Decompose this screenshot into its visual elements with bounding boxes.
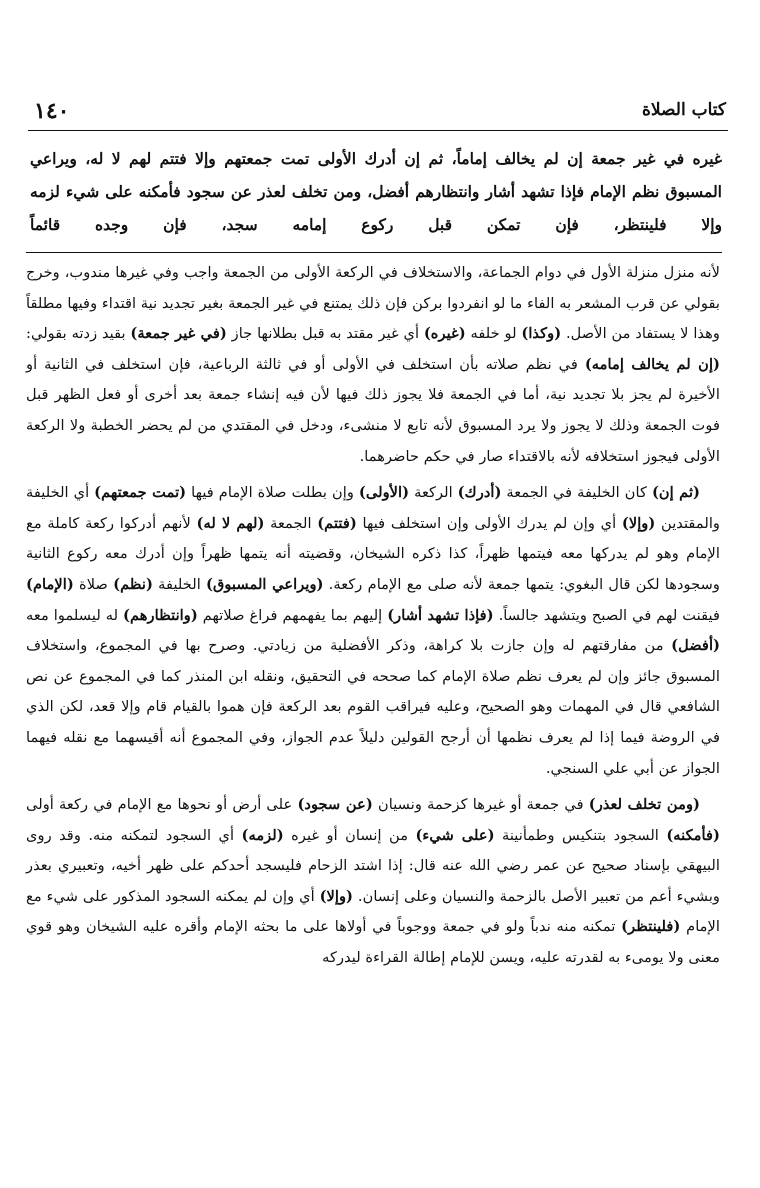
running-title: كتاب الصلاة: [641, 100, 726, 120]
commentary-text: أي وإن لم يمكنه السجود المذكور على شيء مع الإمام: [26, 887, 721, 936]
quoted-matn-phrase: (إن لم يخالف إمامه): [584, 355, 720, 373]
quoted-matn-phrase: (ويراعي المسبوق): [206, 575, 324, 593]
text-commentary-divider: [26, 252, 722, 253]
commentary-text: من إنسان أو غيره: [283, 826, 416, 844]
quoted-matn-phrase: (غيره): [423, 325, 466, 343]
quoted-matn-phrase: (وكذا): [521, 325, 562, 343]
commentary-text: لو خلفه: [465, 325, 522, 343]
quoted-matn-phrase: (وانتظارهم): [123, 606, 198, 624]
commentary-text: الخليفة: [152, 575, 206, 593]
commentary-text: أي غير مقتد به قبل بطلانها جاز: [226, 325, 424, 343]
quoted-matn-phrase: (أدرك): [457, 484, 502, 502]
page-header: [28, 96, 728, 131]
quoted-matn-phrase: (على شيء): [415, 826, 495, 844]
quoted-matn-phrase: (عن سجود): [297, 796, 373, 814]
quoted-matn-phrase: (فلينتظر): [621, 918, 681, 936]
commentary-text: وإن بطلت صلاة الإمام فيها: [186, 484, 359, 502]
quoted-matn-phrase: (الإمام): [26, 575, 74, 593]
commentary-text: الركعة: [409, 484, 458, 502]
quoted-matn-phrase: (نظم): [113, 575, 153, 593]
quoted-matn-phrase: (الأولى): [358, 484, 410, 502]
quoted-matn-phrase: (فإذا تشهد أشار): [387, 606, 494, 624]
quoted-matn-phrase: (ثم إن): [651, 484, 700, 502]
commentary-text: فيقنت لهم في الصبح ويتشهد جالساً.: [493, 606, 720, 624]
commentary-text: في نظم صلاته بأن استخلف في الأولى أو في ثالثة الرباعية، فإن استخلف في الثانية أو الأخيرة لم يجز بلا تجديد نية، أما في الجمعة فلا يجوز ذلك فيها لأن فيه إنشاء جمعة بعد أخرى أو فعل الظهر قبل فوت الجمعة وذلك لا يجوز ولا يرد المسبوق لأنه تابع لا منشىء، ودخل في المقتدي من لم يحضر الخطبة ولا الركعة الأولى فيجوز استخلافه لأنه بالاقتداء صار في حكم حاضرهما.: [26, 355, 720, 465]
quoted-matn-phrase: (في غير جمعة): [130, 325, 227, 343]
commentary-paragraph-3: [26, 790, 720, 974]
quoted-matn-phrase: (تمت جمعتهم): [94, 484, 187, 502]
quoted-matn-phrase: (أفضل): [671, 637, 720, 655]
quoted-matn-phrase: (لزمه): [241, 826, 284, 844]
commentary-paragraph-1: [26, 258, 720, 472]
commentary-text: أي الخليفة والمقتدين: [26, 484, 720, 532]
commentary-text: صلاة: [73, 575, 114, 593]
commentary-text: أي وإن لم يدرك الأولى وإن استخلف فيها: [356, 514, 622, 532]
quoted-matn-phrase: (فأمكنه): [666, 826, 720, 844]
page-number: ١٤٠: [34, 98, 70, 124]
commentary-text: تمكنه منه ندباً ولو في جمعة ووجوباً في أولاها على ما بحثه الإمام وأقره عليه الشيخان وهو قوي معنى ولا يومىء به لقدرته عليه، ويسن للإمام إطالة القراءة ليدركه: [26, 918, 720, 967]
quoted-matn-phrase: (لهم لا له): [196, 514, 265, 532]
commentary-text: إليهم بما يفهمهم فراغ صلاتهم: [197, 606, 388, 624]
commentary-text: كان الخليفة في الجمعة: [501, 484, 652, 502]
quoted-matn-phrase: (وإلا): [621, 514, 656, 532]
commentary-text: الجمعة: [264, 514, 318, 532]
commentary-text: أي السجود لتمكنه منه. وقد روى البيهقي بإسناد صحيح عن عمر رضي الله عنه قال: إذا اشتد الزحام فليسجد أحدكم على ظهر أخيه، وتعبيري بعذر وبشيء أعم من تعبير الأصل بالزحمة والنسيان وعلى إنسان.: [26, 826, 720, 905]
commentary-text: له ليسلموا معه: [26, 606, 124, 624]
commentary-text: لأنه منزل منزلة الأول في دوام الجماعة، والاستخلاف في الركعة الأولى من الجمعة واجب وفي غيرها مندوب، وخرج بقولي عن قرب المشعر به الفاء ما لو انفردوا بركن فإن ذلك يمتنع في غير الجمعة بغير تجديد نية اقتداء وفيها مطلقاً وهذا لا يستفاد من الأصل.: [26, 264, 720, 343]
main-text: غيره في غير جمعة إن لم يخالف إماماً، ثم إن أدرك الأولى تمت جمعتهم وإلا فتتم لهم لا له، ويراعي المسبوق نظم الإمام فإذا تشهد أشار وانتظارهم أفضل، ومن تخلف لعذر عن سجود فأمكنه على شيء لزمه وإلا فلينتظر، فإن تمكن قبل ركوع إمامه سجد، فإن وجده قائماً: [30, 149, 722, 234]
quoted-matn-phrase: (فتتم): [317, 514, 357, 532]
commentary-block: [26, 258, 720, 974]
commentary-text: السجود بتنكيس وطمأنينة: [494, 826, 667, 844]
commentary-text: من مفارقتهم له وإن جازت بلا كراهة، وذكر الأفضلية من زيادتي. وصرح بها في المجموع، واستخلاف المسبوق جائز وإن لم يعرف نظم صلاة الإمام كما صححه في التحقيق، ونقله ابن المنذر كما في المجموع عن نص الشافعي قال في المهمات وهو الصحيح، وعليه فيراقب القوم بعد الركعة فإن هموا بالقيام قام وإلا قعد، لكن الذي في الروضة فيما إذا لم يعرف نظمها أن أرجح القولين دليلاً عدم الجواز، وفي المجموع أنه أقيسهما مع نقله فيهما الجواز عن أبي علي السنجي.: [26, 637, 720, 777]
quoted-matn-phrase: (وإلا): [319, 887, 354, 905]
commentary-text: لأنهم أدركوا ركعة كاملة مع الإمام وهو لم يدركها معه فيتمها ظهراً، كذا ذكره الشيخان، وقضيته أنه يتمها ظهراً وإن أدرك معه ركوع الثانية وسجودها لكن قال البغوي: يتمها جمعة لأنه صلى مع الإمام ركعة.: [26, 514, 720, 593]
quoted-matn-phrase: (ومن تخلف لعذر): [588, 796, 701, 814]
main-text-block: [30, 142, 722, 241]
commentary-text: بقيد زدته بقولي:: [26, 325, 131, 343]
commentary-text: في جمعة أو غيرها كزحمة ونسيان: [372, 796, 589, 814]
commentary-text: على أرض أو نحوها مع الإمام في ركعة أولى: [26, 796, 298, 814]
commentary-paragraph-2: [26, 478, 720, 784]
